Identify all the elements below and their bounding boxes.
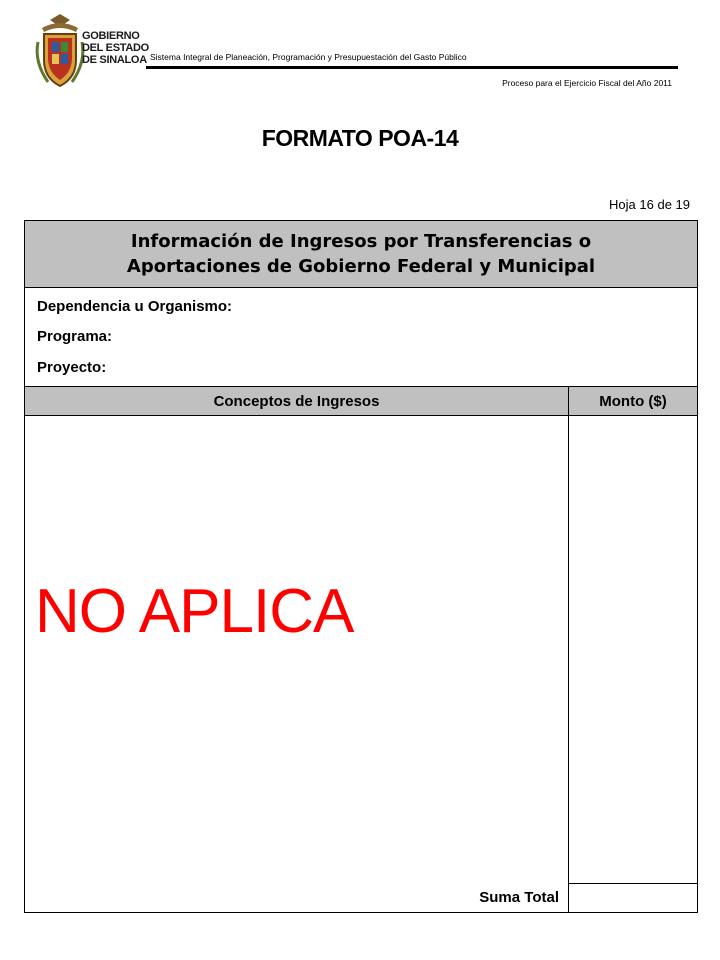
coat-of-arms-icon (30, 12, 90, 92)
not-applicable-stamp: NO APLICA (35, 577, 354, 646)
form-table (24, 220, 698, 913)
government-name-logo (82, 30, 149, 66)
logo-line-3: DE SINALOA (82, 54, 147, 66)
sheet-number: Hoja 16 de 19 (609, 197, 690, 212)
section-title-line-2: Aportaciones de Gobierno Federal y Municipal (126, 256, 596, 277)
section-title (25, 221, 697, 288)
proyecto-label: Proyecto: (37, 359, 107, 376)
logo-line-2: DEL ESTADO (82, 42, 149, 54)
total-label: Suma Total (479, 889, 559, 906)
logo-line-1: GOBIERNO (82, 30, 140, 42)
column-divider (568, 416, 569, 912)
table-header-row (25, 386, 697, 416)
programa-label: Programa: (37, 328, 113, 345)
section-title-line-1: Información de Ingresos por Transferencias o (130, 231, 592, 252)
system-name: Sistema Integral de Planeación, Programación y Presupuestación del Gasto Público (150, 52, 467, 62)
concepts-column-header: Conceptos de Ingresos (25, 387, 569, 415)
amount-column-header: Monto ($) (599, 392, 667, 410)
header-divider (146, 66, 678, 69)
process-name: Proceso para el Ejercicio Fiscal del Año 2011 (502, 78, 672, 88)
form-title: FORMATO POA-14 (261, 125, 459, 151)
total-cell-divider (568, 883, 697, 884)
dependencia-label: Dependencia u Organismo: (37, 298, 233, 315)
